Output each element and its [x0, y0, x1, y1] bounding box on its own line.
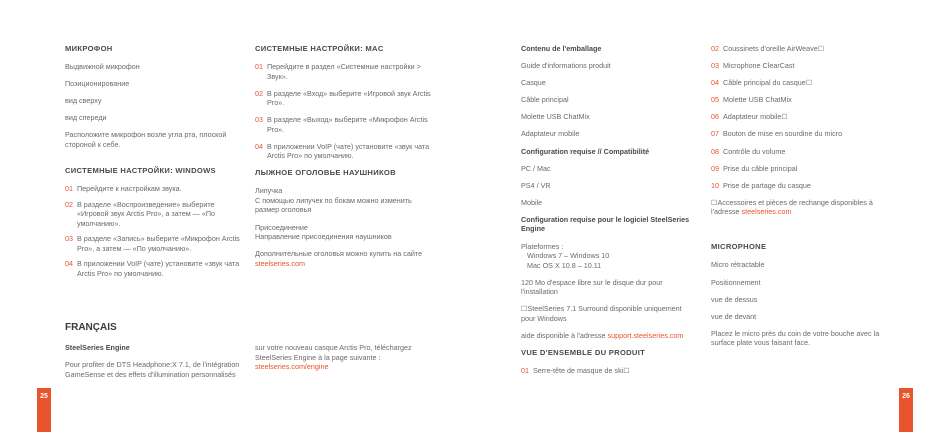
step-text: Перейдите к настройкам звука. — [77, 184, 182, 193]
step-item — [65, 200, 243, 229]
column-4 — [711, 44, 889, 355]
text-line: Направление присоединения наушников — [255, 232, 392, 241]
text-span: Дополнительные оголовья можно купить на сайте — [255, 249, 423, 259]
heading-mac-settings: СИСТЕМНЫЕ НАСТРОЙКИ: MAC — [255, 44, 384, 53]
item-number: 10 — [711, 180, 719, 190]
column-1 — [65, 44, 243, 284]
item-text: Prise de partage du casque — [723, 180, 811, 190]
text-line: ☐SteelSeries 7.1 Surround disponible uniquement pour Windows — [521, 304, 682, 323]
heading-windows-settings: СИСТЕМНЫЕ НАСТРОЙКИ: WINDOWS — [65, 165, 216, 175]
step-item — [255, 62, 431, 81]
text-line: Molette USB ChatMix — [521, 112, 590, 122]
step-text: Перейдите в раздел «Системные настройки > Звук». — [267, 62, 421, 81]
heading-headband: ЛЫЖНОЕ ОГОЛОВЬЕ НАУШНИКОВ — [255, 168, 396, 178]
page-number-left: 25 — [37, 388, 51, 432]
text-span: sur votre nouveau casque Arctis Pro, téléchargez SteelSeries Engine à la page suivante : — [255, 343, 412, 362]
text-line: Mac OS X 10.8 – 10.11 — [527, 260, 602, 270]
text-line: 120 Mo d'espace libre sur le disque dur pour l'installation — [521, 277, 663, 297]
text-line: Mobile — [521, 197, 543, 207]
accessories-link[interactable]: steelseries.com — [741, 207, 792, 217]
heading-product-overview: VUE D'ENSEMBLE DU PRODUIT — [521, 348, 646, 358]
item-text: Coussinets d'oreille AirWeave☐ — [723, 44, 825, 53]
item-number: 02 — [711, 44, 719, 53]
francais-block — [65, 343, 243, 379]
text-line: вид спереди — [65, 113, 107, 123]
heading-contents: Contenu de l'emballage — [521, 44, 602, 53]
step-number: 02 — [255, 88, 263, 98]
text-line: Guide d'informations produit — [521, 61, 611, 71]
item-text: Adaptateur mobile☐ — [723, 112, 788, 122]
text-line: Расположите микрофон возле угла рта, плоской стороной к себе. — [65, 130, 227, 149]
step-number: 03 — [255, 115, 263, 125]
page-number-right: 26 — [899, 388, 913, 432]
item-text: Prise du câble principal — [723, 163, 798, 173]
step-number: 04 — [255, 141, 263, 151]
subheading-engine: SteelSeries Engine — [65, 343, 130, 352]
step-number: 04 — [65, 259, 73, 268]
text-line — [255, 249, 431, 268]
step-number: 02 — [65, 199, 73, 209]
text-line — [255, 343, 431, 372]
step-text: В разделе «Выход» выберите «Микрофон Arctis Pro». — [267, 115, 428, 134]
text-line: Micro rétractable — [711, 260, 765, 270]
step-item — [65, 184, 243, 194]
column-3 — [521, 44, 697, 382]
overview-item — [711, 164, 889, 174]
text-line: Позиционирование — [65, 79, 130, 89]
heading-francais: FRANÇAIS — [65, 322, 117, 333]
overview-item — [711, 61, 889, 71]
text-line: vue de dessus — [711, 294, 758, 304]
item-text: Contrôle du volume — [723, 146, 786, 156]
step-item — [65, 259, 243, 278]
overview-item — [711, 181, 889, 191]
step-text: В приложении VoIP (чате) установите «звук чата Arctis Pro» по умолчанию. — [77, 259, 240, 278]
step-number: 01 — [65, 184, 73, 193]
item-number: 03 — [711, 61, 719, 71]
text-line: вид сверху — [65, 96, 102, 106]
step-item — [255, 89, 431, 108]
support-link[interactable]: support.steelseries.com — [607, 330, 684, 340]
text-line: Присоединение — [255, 222, 308, 232]
overview-item — [711, 129, 889, 139]
text-line: Plateformes : — [521, 241, 564, 251]
text-span: ☐Accessoires et pièces de rechange disponibles à l'adresse — [711, 197, 873, 217]
text-line: Pour profiter de DTS Headphone:X 7.1, de l'intégration GameSense et des effets d'illumination personnalisés — [65, 360, 240, 379]
text-line: Выдвижной микрофон — [65, 62, 140, 72]
text-line: PS4 / VR — [521, 180, 551, 190]
overview-item — [711, 147, 889, 157]
step-text: В разделе «Запись» выберите «Микрофон Arctis Pro», а затем — «По умолчанию». — [77, 234, 240, 253]
item-number: 01 — [521, 366, 529, 376]
text-line: Windows 7 – Windows 10 — [527, 251, 610, 261]
text-line: Adaptateur mobile — [521, 129, 580, 139]
text-line: С помощью липучек по бокам можно изменить размер оголовья — [255, 195, 412, 215]
overview-item — [711, 44, 889, 54]
column-2 — [255, 44, 431, 276]
step-item — [255, 115, 431, 134]
heading-compatibility: Configuration requise // Compatibilité — [521, 146, 650, 156]
item-text: Câble principal du casque☐ — [723, 78, 813, 88]
step-item — [65, 234, 243, 253]
item-text: Bouton de mise en sourdine du micro — [723, 129, 843, 139]
item-number: 07 — [711, 129, 719, 139]
item-number: 06 — [711, 112, 719, 122]
heading-engine-requirements: Configuration requise pour le logiciel SteelSeries Engine — [521, 214, 690, 234]
step-text: В разделе «Вход» выберите «Игровой звук Arctis Pro». — [267, 88, 431, 108]
step-text: В разделе «Воспроизведение» выберите «Игровой звук Arctis Pro», а затем — «По умолчанию». — [77, 199, 215, 228]
text-line: Placez le micro près du coin de votre bouche avec la surface plate vous faisant face. — [711, 328, 880, 348]
engine-link[interactable]: steelseries.com/engine — [255, 362, 329, 371]
item-number: 09 — [711, 163, 719, 173]
text-line: Casque — [521, 78, 546, 88]
overview-item — [711, 112, 889, 122]
step-item — [255, 142, 431, 161]
heading-microphone-fr: MICROPHONE — [711, 242, 767, 252]
step-text: В приложении VoIP (чате) установите «звук чата Arctis Pro» по умолчанию. — [267, 141, 430, 161]
item-number: 05 — [711, 95, 719, 105]
item-text: Microphone ClearCast — [723, 61, 795, 71]
overview-item — [521, 366, 697, 376]
text-line — [521, 331, 697, 341]
text-line — [711, 198, 889, 217]
item-text: Serre-tête de masque de ski☐ — [533, 366, 630, 376]
overview-item — [711, 95, 889, 105]
text-line: Липучка — [255, 186, 283, 196]
text-line: Positionnement — [711, 277, 761, 287]
text-span: aide disponible à l'adresse — [521, 330, 608, 340]
steelseries-link[interactable]: steelseries.com — [255, 258, 305, 268]
item-number: 08 — [711, 146, 719, 156]
item-text: Molette USB ChatMix — [723, 95, 792, 105]
item-number: 04 — [711, 78, 719, 88]
overview-item — [711, 78, 889, 88]
text-line: PC / Mac — [521, 163, 551, 173]
text-line: vue de devant — [711, 311, 757, 321]
step-number: 01 — [255, 62, 263, 72]
text-line: Câble principal — [521, 95, 569, 105]
step-number: 03 — [65, 234, 73, 243]
francais-block-2 — [255, 343, 431, 372]
heading-microphone-ru: МИКРОФОН — [65, 44, 113, 53]
